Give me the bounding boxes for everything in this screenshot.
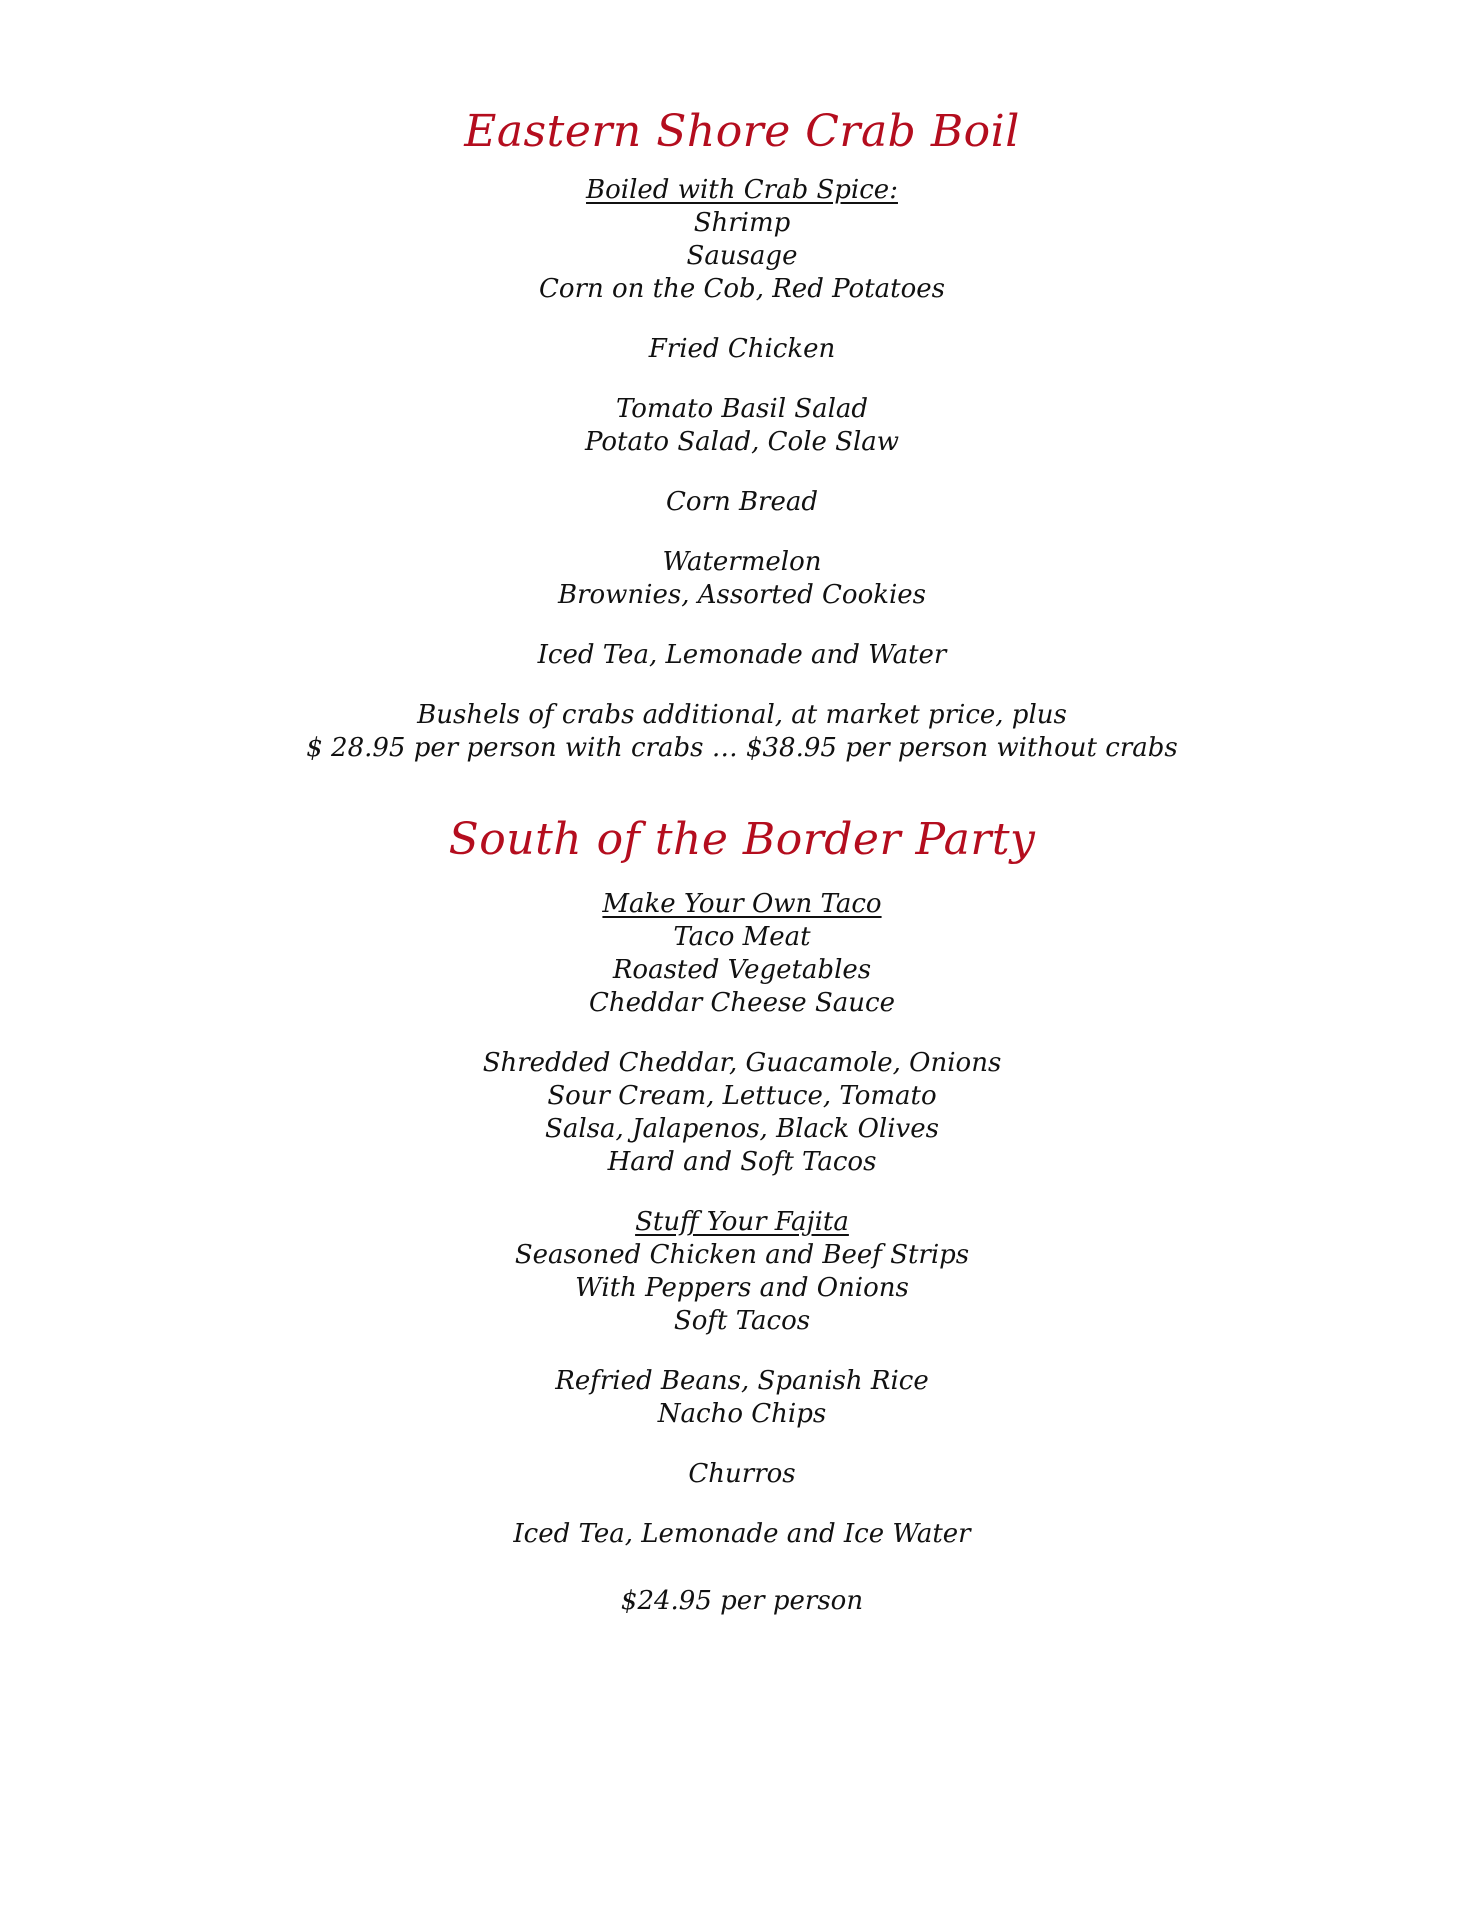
menu-item: Iced Tea, Lemonade and Water: [537, 640, 947, 670]
menu-item: Seasoned Chicken and Beef Strips: [514, 1240, 970, 1270]
bread-group: [0, 486, 1484, 519]
menu-item: Shredded Cheddar, Guacamole, Onions: [482, 1048, 1002, 1078]
dessert-group: [0, 1458, 1484, 1491]
toppings-group: [0, 1047, 1484, 1179]
price-line: $ 28.95 per person with crabs … $38.95 per person without crabs: [306, 733, 1178, 763]
menu-item: Refried Beans, Spanish Rice: [555, 1366, 929, 1396]
taco-heading: Make Your Own Taco: [602, 889, 882, 919]
menu-item: Corn Bread: [665, 487, 819, 517]
menu-item: Tomato Basil Salad: [615, 394, 869, 424]
desserts-group: [0, 546, 1484, 612]
menu-item: Shrimp: [693, 208, 791, 238]
menu-item: Cheddar Cheese Sauce: [589, 988, 895, 1018]
menu-item: With Peppers and Onions: [575, 1273, 909, 1303]
menu-item: Churros: [688, 1459, 796, 1489]
price-line: $24.95 per person: [620, 1586, 864, 1616]
menu-item: Sour Cream, Lettuce, Tomato: [547, 1081, 937, 1111]
border-price-group: [0, 1585, 1484, 1618]
menu-item: Iced Tea, Lemonade and Ice Water: [513, 1519, 971, 1549]
menu-item: Sausage: [686, 241, 798, 271]
menu-item: Roasted Vegetables: [612, 955, 872, 985]
menu-item: Potato Salad, Cole Slaw: [584, 427, 900, 457]
taco-group: [0, 888, 1484, 1020]
border-party-section: [0, 812, 1484, 1618]
fajita-heading: Stuff Your Fajita: [635, 1207, 849, 1237]
pricing-group: [0, 699, 1484, 765]
fried-group: [0, 333, 1484, 366]
drinks-group: [0, 639, 1484, 672]
menu-item: Hard and Soft Tacos: [607, 1147, 877, 1177]
boiled-heading: Boiled with Crab Spice:: [586, 175, 898, 205]
price-line: Bushels of crabs additional, at market price, plus: [417, 700, 1067, 730]
boiled-group: [0, 174, 1484, 306]
menu-item: Salsa, Jalapenos, Black Olives: [545, 1114, 939, 1144]
fajita-group: [0, 1206, 1484, 1338]
sides-group: [0, 1365, 1484, 1431]
menu-item: Watermelon: [662, 547, 822, 577]
crab-boil-section: [0, 104, 1484, 765]
border-party-title: South of the Border Party: [448, 814, 1036, 865]
menu-item: Brownies, Assorted Cookies: [557, 580, 927, 610]
menu-item: Taco Meat: [673, 922, 811, 952]
salads-group: [0, 393, 1484, 459]
menu-item: Nacho Chips: [657, 1399, 827, 1429]
menu-item: Soft Tacos: [673, 1306, 811, 1336]
border-drinks-group: [0, 1518, 1484, 1551]
menu-item: Fried Chicken: [648, 334, 836, 364]
menu-item: Corn on the Cob, Red Potatoes: [539, 274, 945, 304]
crab-boil-title: Eastern Shore Crab Boil: [464, 106, 1020, 157]
